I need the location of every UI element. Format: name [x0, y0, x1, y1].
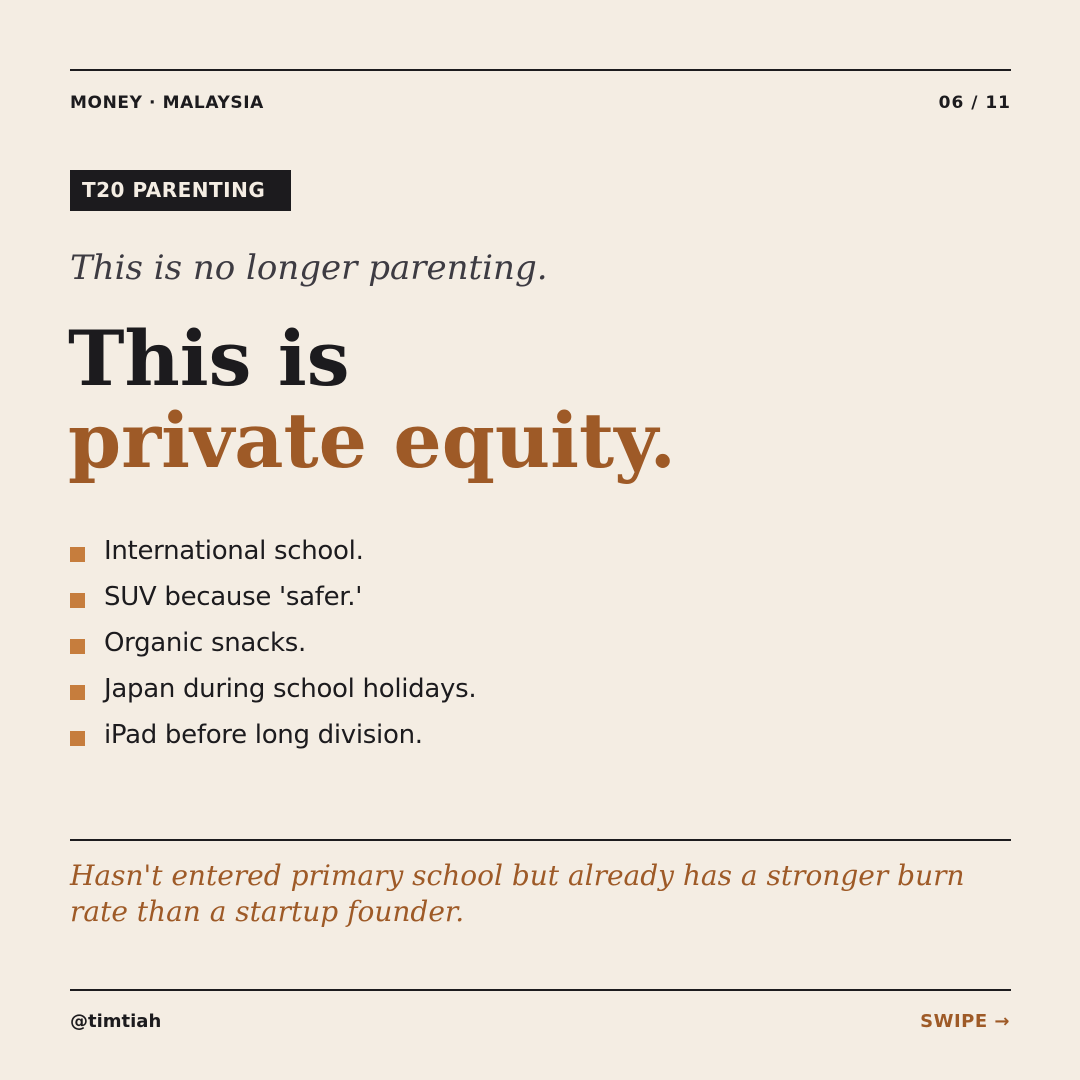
- top-divider: [70, 69, 1011, 71]
- list-item-text: Organic snacks.: [104, 628, 307, 658]
- square-bullet-icon: [70, 731, 85, 746]
- list-item: [70, 712, 476, 758]
- lead-text: This is no longer parenting.: [70, 248, 548, 288]
- author-handle[interactable]: @timtiah: [70, 1011, 162, 1032]
- page-indicator: 06 / 11: [938, 93, 1011, 113]
- list-item: [70, 620, 476, 666]
- category-label: MONEY · MALAYSIA: [70, 93, 264, 113]
- list-item: [70, 666, 476, 712]
- headline: [68, 314, 676, 485]
- swipe-button[interactable]: SWIPE →: [920, 1011, 1010, 1032]
- headline-line-1: This is: [68, 314, 350, 403]
- square-bullet-icon: [70, 593, 85, 608]
- headline-line-2: private equity.: [68, 396, 676, 485]
- closing-quote: Hasn't entered primary school but already has a stronger burn rate than a startup founder.: [70, 859, 965, 928]
- list-item-text: iPad before long division.: [104, 720, 423, 750]
- list-item-text: Japan during school holidays.: [104, 674, 477, 704]
- square-bullet-icon: [70, 639, 85, 654]
- list-item: [70, 528, 476, 574]
- square-bullet-icon: [70, 547, 85, 562]
- bottom-divider: [70, 989, 1011, 991]
- expense-list: [70, 528, 476, 758]
- topic-tag: T20 PARENTING: [70, 170, 291, 211]
- list-item: [70, 574, 476, 620]
- list-item-text: International school.: [104, 536, 364, 566]
- middle-divider: [70, 839, 1011, 841]
- list-item-text: SUV because 'safer.': [104, 582, 363, 612]
- square-bullet-icon: [70, 685, 85, 700]
